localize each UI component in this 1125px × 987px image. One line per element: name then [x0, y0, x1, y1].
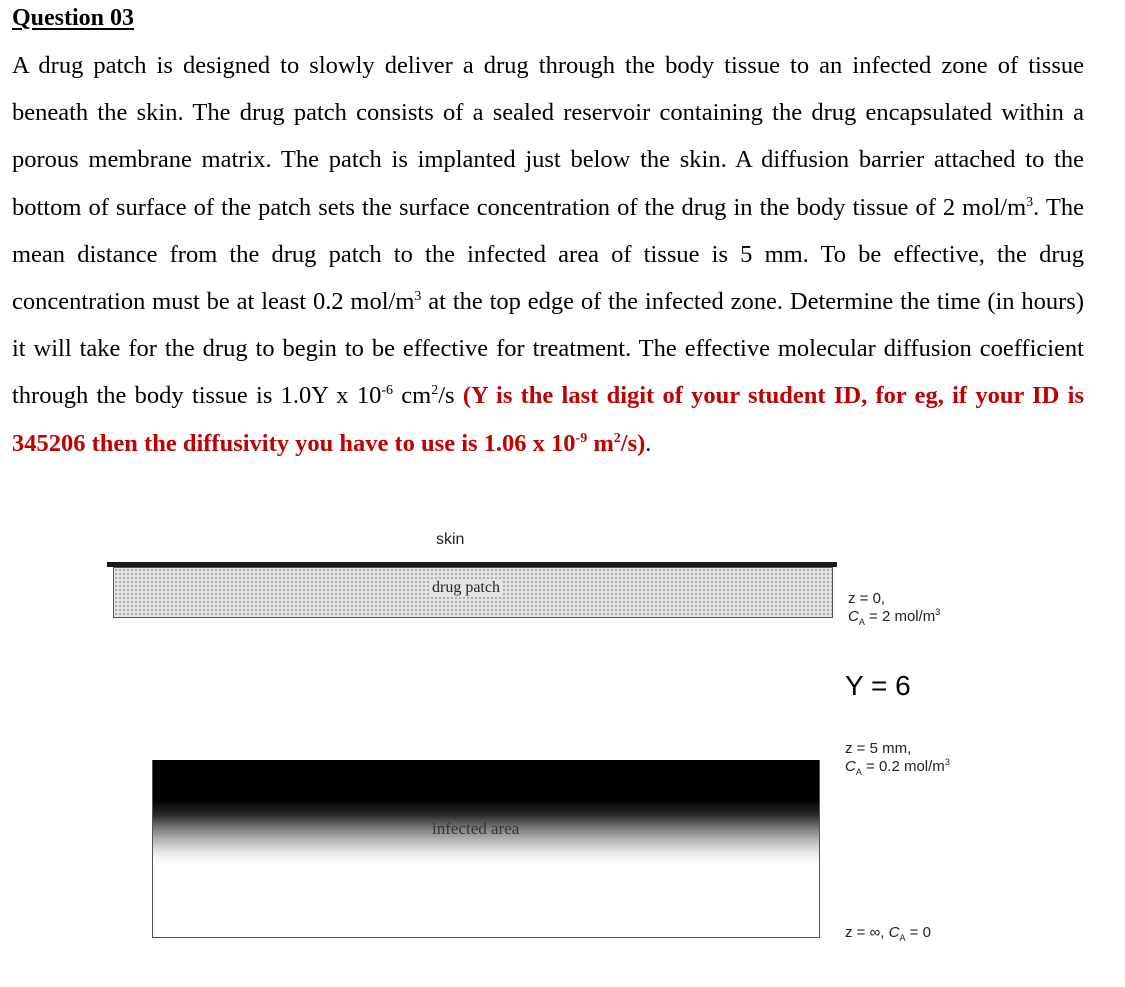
red-exponent-1: -9: [575, 430, 588, 446]
drug-patch-label: drug patch: [432, 579, 500, 596]
top-boundary-z: z = 0,: [848, 590, 886, 607]
infected-area-label: infected area: [432, 819, 520, 838]
y-value-annotation: Y = 6: [845, 670, 911, 701]
red-text-1: (Y is the last digit of your student ID, for eg, if your ID is 345206 then the diffusivity you have to use is 1.06 x 10: [12, 382, 1084, 457]
top-c-symbol: C: [848, 608, 859, 625]
far-c-subscript: A: [899, 933, 906, 943]
top-boundary-condition: [848, 590, 940, 626]
top-c-subscript: A: [858, 617, 865, 627]
far-boundary-condition: [845, 924, 931, 941]
question-text-1: A drug patch is designed to slowly deliver a drug through the body tissue to an infected zone of tissue beneath the skin. The drug patch consists of a sealed reservoir containing the drug encapsulated within a porous membrane matrix. The patch is implanted just below the skin. A diffusion barrier attached to the bottom of surface of the patch sets the surface concentration of the drug in the body tissue of 2 mol/m: [12, 52, 1084, 221]
red-exponent-2: 2: [613, 430, 621, 446]
mid-c-value: = 0.2 mol/m: [861, 758, 945, 775]
infected-area-region: [152, 760, 820, 938]
question-text-3: at the top edge of the infected zone. Determine the time (in hours) it will take for the drug to begin to be effective for treatment. The effective molecular diffusion coefficient through the body tissue is 1.0Y x 10: [12, 288, 1085, 410]
top-c-value: = 2 mol/m: [864, 608, 936, 625]
question-paragraph: [12, 42, 1084, 467]
exponent-3: -6: [381, 383, 393, 399]
question-heading: Question 03: [12, 5, 135, 31]
red-text-3: /s): [620, 429, 646, 457]
question-text-2: . The mean distance from the drug patch to the infected area of tissue is 5 mm. To be effective, the drug concentration must be at least 0.2 mol/m: [12, 193, 1084, 316]
exponent-1: 3: [1026, 194, 1034, 210]
mid-c-exponent: 3: [944, 757, 950, 767]
exponent-4: 2: [431, 383, 439, 399]
question-text-5: /s: [438, 382, 463, 410]
top-c-exponent: 3: [935, 607, 941, 617]
skin-label: skin: [436, 531, 465, 548]
mid-c-symbol: C: [845, 758, 856, 775]
far-c-symbol: C: [888, 924, 900, 941]
top-boundary-c: [848, 608, 940, 626]
mid-boundary-condition: [845, 740, 950, 776]
exponent-2: 3: [414, 288, 422, 304]
mid-boundary-c: [845, 758, 950, 776]
mid-c-subscript: A: [855, 767, 862, 777]
question-text-4: cm: [393, 382, 432, 410]
far-boundary-z: z = ∞,: [845, 924, 889, 941]
question-text-6: .: [645, 429, 652, 457]
far-c-value: = 0: [905, 924, 931, 941]
mid-boundary-z: z = 5 mm,: [845, 740, 912, 757]
red-text-2: m: [587, 429, 614, 457]
